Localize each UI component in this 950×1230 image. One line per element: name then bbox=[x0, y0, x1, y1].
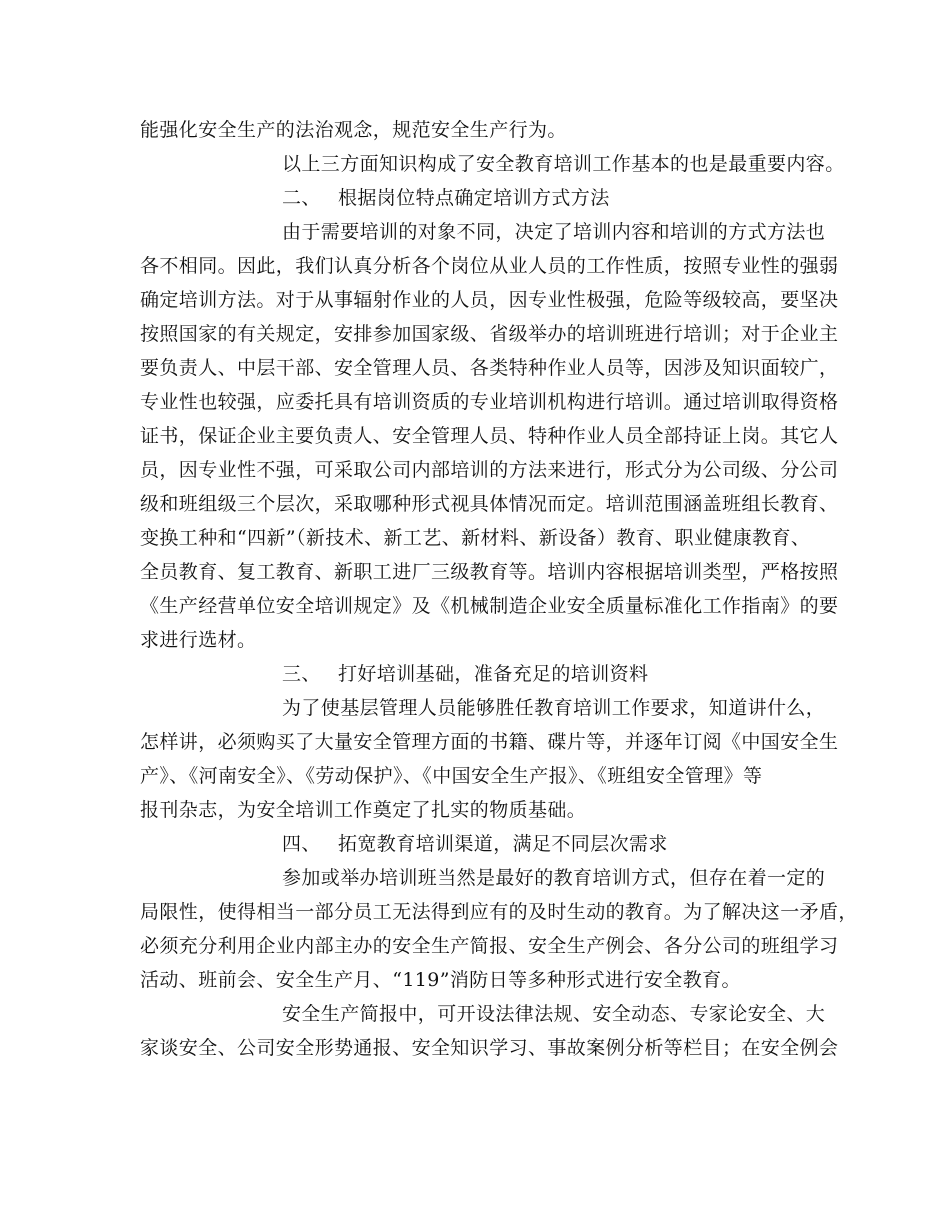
paragraph-line: 怎样讲，必须购买了大量安全管理方面的书籍、碟片等，并逐年订阅《中国安全生 bbox=[140, 731, 839, 753]
section-number: 三、 bbox=[282, 663, 321, 685]
paragraph-line: 变换工种和“四新”（新技术、新工艺、新材料、新设备）教育、职业健康教育、 bbox=[140, 527, 811, 549]
paragraph-line: 安全生产简报中，可开设法律法规、安全动态、专家论安全、大 bbox=[282, 1003, 826, 1025]
section-number: 二、 bbox=[282, 187, 321, 209]
paragraph-line: 以上三方面知识构成了安全教育培训工作基本的也是最重要内容。 bbox=[282, 153, 845, 175]
section-title: 打好培训基础，准备充足的培训资料 bbox=[338, 663, 649, 685]
paragraph-line: 能强化安全生产的法治观念，规范安全生产行为。 bbox=[140, 119, 567, 141]
paragraph-line: 全员教育、复工教育、新职工进厂三级教育等。培训内容根据培训类型，严格按照 bbox=[140, 561, 839, 583]
paragraph-line: 局限性，使得相当一部分员工无法得到应有的及时生动的教育。为了解决这一矛盾， bbox=[140, 901, 858, 923]
section-heading bbox=[282, 186, 822, 210]
section-heading bbox=[282, 832, 822, 856]
paragraph-line: 产》、《河南安全》、《劳动保护》、《中国安全生产报》、《班组安全管理》等 bbox=[140, 765, 763, 787]
paragraph-line: 家谈安全、公司安全形势通报、安全知识学习、事故案例分析等栏目；在安全例会 bbox=[140, 1037, 839, 1059]
paragraph-line: 员，因专业性不强，可采取公司内部培训的方法来进行，形式分为公司级、分公司 bbox=[140, 459, 839, 481]
paragraph-line: 要负责人、中层干部、安全管理人员、各类特种作业人员等，因涉及知识面较广， bbox=[140, 357, 839, 379]
paragraph-line: 活动、班前会、安全生产月、“119”消防日等多种形式进行安全教育。 bbox=[140, 969, 741, 991]
section-title: 根据岗位特点确定培训方式方法 bbox=[338, 187, 610, 209]
paragraph-line: 各不相同。因此，我们认真分析各个岗位从业人员的工作性质，按照专业性的强弱 bbox=[140, 255, 839, 277]
section-number: 四、 bbox=[282, 833, 321, 855]
paragraph-line: 专业性也较强，应委托具有培训资质的专业培训机构进行培训。通过培训取得资格 bbox=[140, 391, 839, 413]
paragraph-line: 按照国家的有关规定，安排参加国家级、省级举办的培训班进行培训；对于企业主 bbox=[140, 323, 839, 345]
paragraph-line: 求进行选材。 bbox=[140, 629, 257, 651]
paragraph-line: 级和班组级三个层次，采取哪种形式视具体情况而定。培训范围涵盖班组长教育、 bbox=[140, 493, 839, 515]
paragraph-line: 《生产经营单位安全培训规定》及《机械制造企业安全质量标准化工作指南》的要 bbox=[140, 595, 839, 617]
section-title: 拓宽教育培训渠道，满足不同层次需求 bbox=[338, 833, 668, 855]
paragraph-line: 确定培训方法。对于从事辐射作业的人员，因专业性极强，危险等级较高，要坚决 bbox=[140, 289, 839, 311]
paragraph-line: 为了使基层管理人员能够胜任教育培训工作要求，知道讲什么， bbox=[282, 697, 826, 719]
paragraph-line: 由于需要培训的对象不同，决定了培训内容和培训的方式方法也 bbox=[282, 221, 826, 243]
paragraph-line: 报刊杂志，为安全培训工作奠定了扎实的物质基础。 bbox=[140, 799, 587, 821]
paragraph-line: 参加或举办培训班当然是最好的教育培训方式，但存在着一定的 bbox=[282, 867, 826, 889]
paragraph-line: 证书，保证企业主要负责人、安全管理人员、特种作业人员全部持证上岗。其它人 bbox=[140, 425, 839, 447]
section-heading bbox=[282, 662, 822, 686]
paragraph-line: 必须充分利用企业内部主办的安全生产简报、安全生产例会、各分公司的班组学习 bbox=[140, 935, 839, 957]
